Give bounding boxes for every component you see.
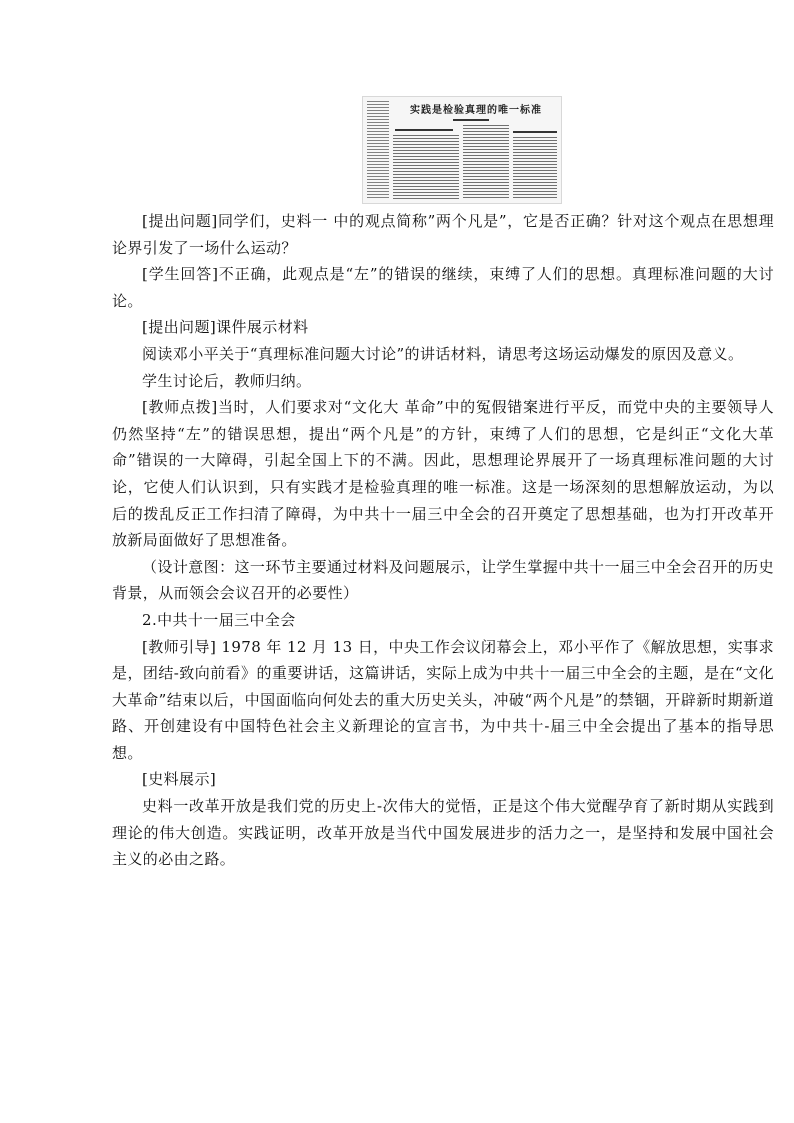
paragraph-teacher-explanation: [教师点拨]当时，人们要求对“文化大 革命”中的冤假错案进行平反，而党中央的主要领导人仍然坚持“左”的错误思想，提出“两个凡是”的方针，束缚了人们的思想，它是纠正“文化大革命”错误的一大障碍，引起全国上下的不满。因此，思想理论界展开了一场真理标准问题的大讨论，它使人们认识到，只有实践才是检验真理的唯一标准。这是一场深刻的思想解放运动，为以后的拨乱反正工作扫清了障碍，为中共十一届三中全会的召开奠定了思想基础，也为打开改革开放新局面做好了思想准备。	[112, 398, 774, 550]
paragraph-material-label: [史料展示]	[142, 770, 217, 789]
newspaper-headline: 实践是检验真理的唯一标准	[410, 105, 542, 115]
section-heading: 2.中共十一届三中全会	[142, 610, 296, 629]
paragraph-reading-task: 阅读邓小平关于“真理标准问题大讨论”的讲话材料，请思考这场运动爆发的原因及意义。	[142, 344, 744, 363]
paragraph-question-2: [提出问题]课件展示材料	[142, 318, 309, 337]
newspaper-subheading	[513, 131, 557, 133]
paragraph-discussion: 学生讨论后，教师归纳。	[142, 371, 312, 390]
newspaper-byline	[453, 119, 489, 121]
paragraph-student-answer: [学生回答]不正确，此观点是“左”的错误的继续，束缚了人们的思想。真理标准问题的大讨论。	[112, 265, 774, 310]
paragraph-material-text: 史料一改革开放是我们党的历史上-次伟大的觉悟，正是这个伟大觉醒孕育了新时期从实践到理论的伟大创造。实践证明，改革开放是当代中国发展进步的活力之一，是坚持和发展中国社会主义的必由之路。	[112, 797, 774, 869]
newspaper-text-block	[513, 137, 557, 199]
paragraph-question-1: [提出问题]同学们，史料一 中的观点简称”两个凡是”，它是否正确？针对这个观点在思想理论界引发了一场什么运动？	[112, 212, 774, 257]
newspaper-left-column	[367, 101, 389, 199]
newspaper-text-block	[393, 135, 459, 199]
newspaper-subheading	[395, 129, 453, 131]
newspaper-text-block	[463, 125, 509, 199]
paragraph-teacher-guidance: [教师引导] 1978 年 12 月 13 日，中央工作会议闭幕会上，邓小平作了《解放思想，实事求是，团结-致向前看》的重要讲话，这篇讲话，实际上成为中共十一届三中全会的主题，是在“文化大革命”结束以后，中国面临向何处去的重大历史关头，冲破“两个凡是”的禁锢，开辟新时期新道路、开创建设有中国特色社会主义新理论的宣言书，为中共十-届三中全会提出了基本的指导思想。	[112, 637, 774, 762]
document-body	[112, 208, 774, 873]
newspaper-clipping-image	[362, 96, 562, 204]
paragraph-design-intent: （设计意图：这一环节主要通过材料及问题展示，让学生掌握中共十一届三中全会召开的历史背景，从而领会会议召开的必要性）	[112, 557, 774, 603]
